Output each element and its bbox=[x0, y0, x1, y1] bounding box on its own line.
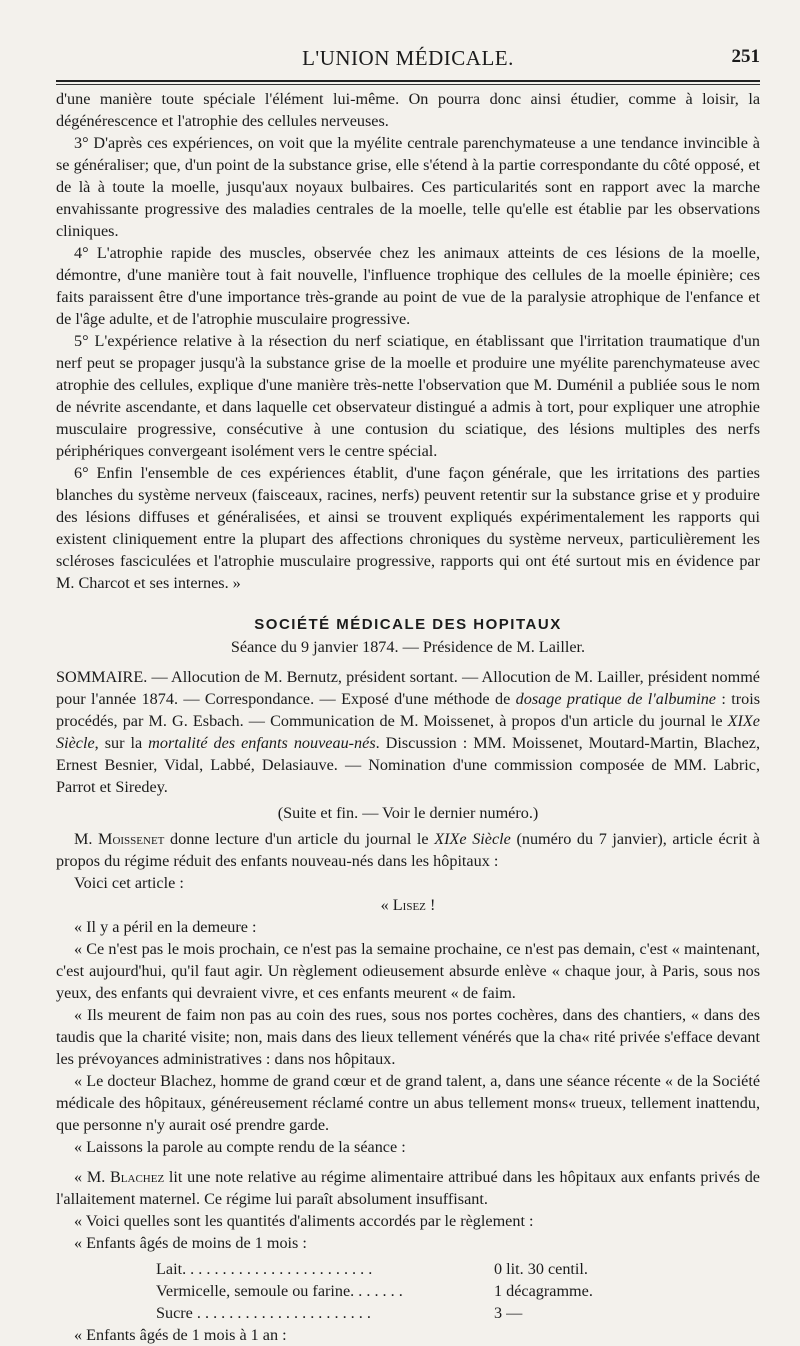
running-head bbox=[56, 46, 760, 76]
age-group: « Enfants âgés de 1 mois à 1 an : bbox=[74, 1326, 287, 1344]
page-number: 251 bbox=[731, 46, 760, 67]
quote-line: « Il y a péril en la demeure : bbox=[74, 918, 257, 936]
session-line: Séance du 9 janvier 1874. — Présidence de M. Lailler. bbox=[230, 638, 586, 656]
paragraph: d'une manière toute spéciale l'élément lui-même. On pourra donc ainsi étudier, comme à loisir, la dégénérescence et l'atrophie des cellules nerveuses. bbox=[56, 90, 760, 130]
quote-line: « Le docteur Blachez, homme de grand cœur et de grand talent, a, dans une séance récente « de la Société médicale des hôpitaux, généreusement réclamé contre un abus tellement mons« trueux, tellement inattendu, que personne n'y aurait osé prendre garde. bbox=[56, 1072, 760, 1134]
paragraph-text: donne lecture d'un article du journal le bbox=[164, 830, 435, 848]
paragraph-text: (numéro du 7 janvier), article écrit à propos du régime réduit des enfants nouveau-nés dans les hôpitaux : bbox=[56, 830, 760, 870]
ration-quantity: 3 — bbox=[494, 1304, 523, 1322]
quote-line: « Ils meurent de faim non pas au coin des rues, sous nos portes cochères, dans des chantiers, « dans des taudis que la charité visite; non, mais dans des lieux tellement vénérés que la cha« rité privée s'efface devant les prévoyances administratives : dans nos hôpitaux. bbox=[56, 1006, 760, 1068]
ration-quantity: 1 décagramme. bbox=[494, 1282, 593, 1300]
sommaire bbox=[56, 666, 760, 798]
journal-title: L'UNION MÉDICALE. bbox=[302, 46, 514, 70]
article-body bbox=[56, 88, 760, 1346]
sommaire-text: : trois procédés, par M. G. Esbach. — Communication de M. Moissenet, à propos d'un article du journal le bbox=[56, 690, 761, 730]
paragraph-text: lit une note relative au régime alimentaire attribué dans les hôpitaux aux enfants privés de l'allaitement maternel. Ce régime lui paraît absolument insuffisant. bbox=[56, 1168, 760, 1208]
paragraph: 4° L'atrophie rapide des muscles, observée chez les animaux atteints de ces lésions de la moelle, démontre, d'une manière tout à fait nouvelle, l'influence trophique des cellules de la moelle épinière; ces faits paraissent être d'une importance très-grande au point de vue de la paralysie atrophique de l'enfance et de l'âge adulte, et de l'atrophie musculaire progressive. bbox=[56, 244, 760, 328]
journal-name: XIXe Siècle bbox=[434, 830, 511, 848]
moissenet-paragraph bbox=[56, 828, 760, 872]
quote-line: « Ce n'est pas le mois prochain, ce n'est pas la semaine prochaine, ce n'est pas demain, c'est « maintenant, c'est aujourd'hui, qu'il faut agir. Un règlement odieusement absurde enlève « chaque jour, à Paris, sous nos yeux, des enfants qui devraient vivre, et ces enfants meurent « de faim. bbox=[56, 940, 760, 1002]
paragraph: 6° Enfin l'ensemble de ces expériences établit, d'une façon générale, que les irritations des parties blanches du système nerveux (faisceaux, racines, nerfs) peuvent retentir sur la substance grise et y produire des lésions diffuses et généralisées, et ainsi se trouvent expliqués expérimentalement les rapports qui existent cliniquement entre la plupart des affections chroniques du système nerveux, particulièrement les scléroses fasciculées et l'atrophie musculaire progressive, rapports qui ont été surtout mis en évidence par M. Charcot et ses internes. » bbox=[56, 464, 760, 592]
blachez-paragraph bbox=[56, 1166, 760, 1210]
header-rule-thin bbox=[56, 84, 760, 85]
sommaire-text: — Allocution de M. Bernutz, président sortant. — Allocution de M. Lailler, président nommé pour l'année 1874. — Correspondance. — Exposé d'une méthode de bbox=[56, 668, 760, 708]
ration-item: Sucre . . . . . . . . . . . . . . . . . . . . . . bbox=[156, 1304, 371, 1322]
speaker-name: M. Blachez bbox=[86, 1168, 165, 1186]
sommaire-italic: XIXe Siècle bbox=[56, 712, 760, 752]
sommaire-text: . Discussion : MM. Moissenet, Moutard-Martin, Blachez, Ernest Besnier, Vidal, Labbé, Delasiauve. — Nomination d'une commission composée de MM. Labric, Parrot et Siredey. bbox=[56, 734, 761, 796]
ration-item: Lait. . . . . . . . . . . . . . . . . . . . . . . . bbox=[156, 1260, 373, 1278]
ration-row bbox=[156, 1258, 756, 1280]
ration-quantity: 0 lit. 30 centil. bbox=[494, 1260, 588, 1278]
speaker-name: M. Moissenet bbox=[74, 830, 165, 848]
sommaire-text: , sur la bbox=[94, 734, 149, 752]
paragraph: 5° L'expérience relative à la résection du nerf sciatique, en établissant que l'irritation traumatique d'un nerf peut se propager jusqu'à la substance grise de la moelle et produire une myélite parenchymateuse avec atrophie des cellules, explique d'une manière très-nette l'observation que M. Duménil a publiée sous le nom de névrite ascendante, et dans laquelle cet observateur distingué a admis à tort, pour expliquer une atrophie musculaire progressive, consécutive à une contusion du sciatique, des lésions multiples des nerfs périphériques convergeant isolément vers le centre spécial. bbox=[56, 332, 760, 460]
sommaire-italic: dosage pratique de l'albumine bbox=[515, 690, 716, 708]
voici-line: Voici cet article : bbox=[74, 874, 184, 892]
quote-mark: « bbox=[74, 1168, 87, 1186]
ration-row bbox=[156, 1302, 756, 1324]
ration-item: Vermicelle, semoule ou farine. . . . . . . bbox=[156, 1282, 403, 1300]
section-title: SOCIÉTÉ MÉDICALE DES HOPITAUX bbox=[254, 616, 562, 633]
suite-note: (Suite et fin. — Voir le dernier numéro.) bbox=[277, 804, 539, 822]
sommaire-italic: mortalité des enfants nouveau-nés bbox=[148, 734, 376, 752]
sommaire-label: SOMMAIRE. bbox=[56, 668, 148, 686]
lisez-heading: « Lisez ! bbox=[380, 896, 436, 914]
ration-row bbox=[156, 1280, 756, 1302]
quote-line: « Laissons la parole au compte rendu de la séance : bbox=[74, 1138, 406, 1156]
paragraph: 3° D'après ces expériences, on voit que la myélite centrale parenchymateuse a une tendance invincible à se généraliser; que, d'un point de la substance grise, elle s'étend à la partie correspondante du côté opposé, et de là à toute la moelle, jusqu'aux noyaux bulbaires. Ces particularités sont en rapport avec la marche envahissante progressive des maladies centrales de la moelle, telle qu'elle est établie par les observations cliniques. bbox=[56, 134, 760, 240]
header-rule bbox=[56, 80, 760, 82]
quantities-intro: « Voici quelles sont les quantités d'aliments accordés par le règlement : bbox=[74, 1212, 534, 1230]
age-group: « Enfants âgés de moins de 1 mois : bbox=[74, 1234, 307, 1252]
